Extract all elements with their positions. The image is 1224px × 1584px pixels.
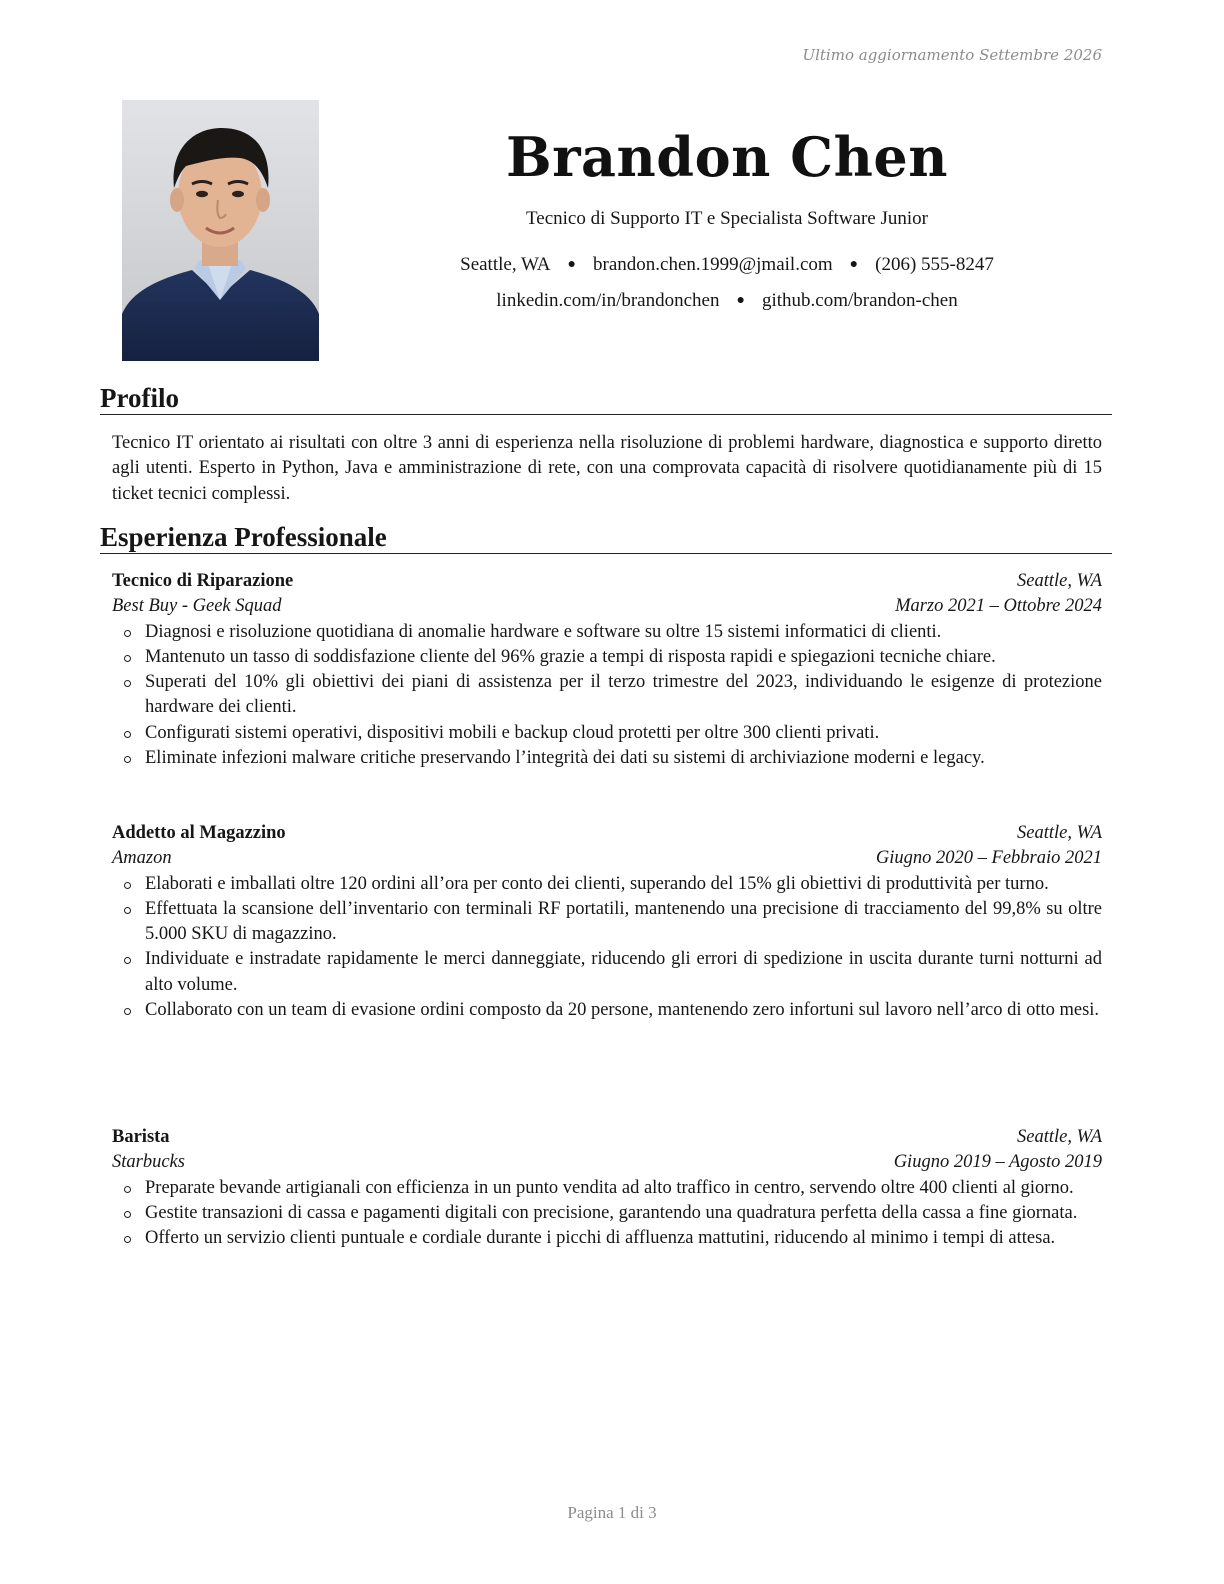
list-item: Eliminate infezioni malware critiche preservando l’integrità dei dati su sistemi di archiviazione moderni e legacy.	[112, 746, 1102, 771]
job-dates: Giugno 2020 – Febbraio 2021	[875, 848, 1102, 869]
last-updated-note: Ultimo aggiornamento Settembre 2026	[802, 46, 1102, 64]
job-bullets	[112, 1176, 1102, 1252]
bullet-separator: ●	[567, 257, 577, 272]
page-number: Pagina 1 di 3	[567, 1503, 657, 1522]
job-company: Best Buy - Geek Squad	[112, 596, 282, 617]
candidate-name: Brandon Chen	[505, 125, 949, 189]
candidate-title: Tecnico di Supporto IT e Specialista Software Junior	[526, 208, 928, 229]
job-company-row	[112, 846, 1102, 871]
job-company-row	[112, 594, 1102, 619]
list-item: Preparate bevande artigianali con efficienza in un punto vendita ad alto traffico in centro, servendo oltre 400 clienti al giorno.	[112, 1176, 1102, 1201]
job-title-row	[112, 821, 1102, 846]
list-item: Superati del 10% gli obiettivi dei piani di assistenza per il terzo trimestre del 2023, individuando le esigenze di protezione hardware dei clienti.	[112, 670, 1102, 721]
phone-text: (206) 555-8247	[875, 254, 994, 275]
linkedin-link[interactable]: linkedin.com/in/brandonchen	[496, 290, 720, 311]
list-item: Offerto un servizio clienti puntuale e cordiale durante i picchi di affluenza mattutini, riducendo al minimo i tempi di attesa.	[112, 1226, 1102, 1251]
list-item: Diagnosi e risoluzione quotidiana di anomalie hardware e software su oltre 15 sistemi informatici di clienti.	[112, 620, 1102, 645]
profile-summary: Tecnico IT orientato ai risultati con oltre 3 anni di esperienza nella risoluzione di problemi hardware, diagnostica e supporto diretto agli utenti. Esperto in Python, Java e amministrazione di rete, con una comprovata capacità di risolvere quotidianamente più di 15 ticket tecnici complessi.	[112, 433, 1102, 504]
job-role: Barista	[112, 1127, 170, 1147]
job-dates: Giugno 2019 – Agosto 2019	[893, 1152, 1102, 1173]
email-link[interactable]: brandon.chen.1999@jmail.com	[593, 254, 833, 275]
profile-photo	[122, 100, 319, 361]
list-item: Mantenuto un tasso di soddisfazione cliente del 96% grazie a tempi di risposta rapidi e spiegazioni tecniche chiare.	[112, 645, 1102, 670]
list-item: Individuate e instradate rapidamente le merci danneggiate, riducendo gli errori di spedizione in uscita durante turni notturni ad alto volume.	[112, 947, 1102, 998]
job-bullets	[112, 872, 1102, 1024]
job-entry	[112, 569, 1102, 771]
job-company: Starbucks	[112, 1152, 185, 1173]
location-text: Seattle, WA	[460, 254, 551, 275]
list-item: Collaborato con un team di evasione ordini composto da 20 persone, mantenendo zero infortuni sul lavoro nell’arco di otto mesi.	[112, 998, 1102, 1023]
job-location: Seattle, WA	[1016, 1127, 1102, 1147]
job-company: Amazon	[112, 848, 172, 869]
job-entry	[112, 1125, 1102, 1251]
github-link[interactable]: github.com/brandon-chen	[761, 290, 958, 311]
job-role: Tecnico di Riparazione	[112, 571, 294, 591]
section-heading-profile: Profilo	[100, 383, 1112, 415]
bullet-separator: ●	[849, 257, 859, 272]
job-role: Addetto al Magazzino	[112, 823, 286, 843]
list-item: Gestite transazioni di cassa e pagamenti digitali con precisione, garantendo una quadratura perfetta della cassa a fine giornata.	[112, 1201, 1102, 1226]
list-item: Elaborati e imballati oltre 120 ordini all’ora per conto dei clienti, superando del 15% gli obiettivi di produttività per turno.	[112, 872, 1102, 897]
job-bullets	[112, 620, 1102, 772]
job-company-row	[112, 1150, 1102, 1175]
list-item: Configurati sistemi operativi, dispositivi mobili e backup cloud protetti per oltre 300 clienti privati.	[112, 721, 1102, 746]
job-location: Seattle, WA	[1016, 571, 1102, 591]
bullet-separator: ●	[736, 293, 745, 308]
section-heading-experience: Esperienza Professionale	[100, 522, 1112, 554]
job-title-row	[112, 569, 1102, 594]
resume-header	[330, 122, 1124, 320]
job-dates: Marzo 2021 – Ottobre 2024	[895, 596, 1102, 617]
job-title-row	[112, 1125, 1102, 1150]
contact-row-secondary	[330, 284, 1124, 320]
job-entry	[112, 821, 1102, 1023]
list-item: Effettuata la scansione dell’inventario con terminali RF portatili, mantenendo una precisione di tracciamento del 99,8% su oltre 5.000 SKU di magazzino.	[112, 897, 1102, 948]
contact-row-primary	[330, 248, 1124, 284]
portrait-image	[122, 100, 319, 361]
job-location: Seattle, WA	[1016, 823, 1102, 843]
